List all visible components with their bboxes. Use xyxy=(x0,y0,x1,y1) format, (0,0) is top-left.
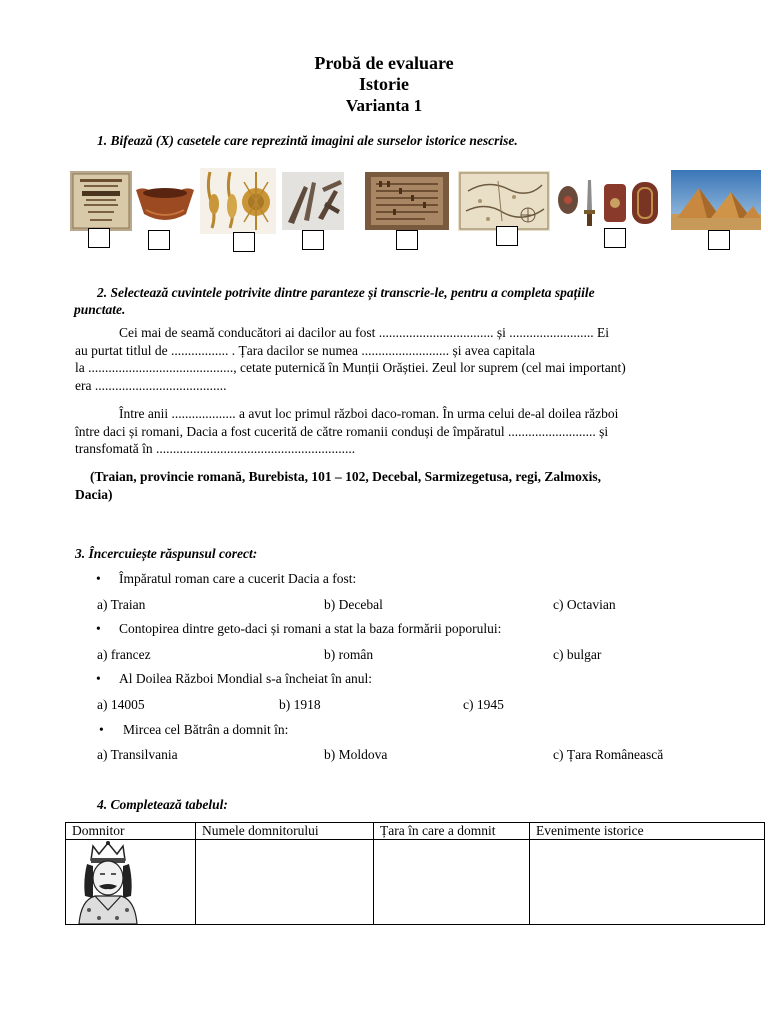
old-map-icon xyxy=(458,171,550,231)
inscription-tablet-icon xyxy=(365,172,449,230)
bullet-icon: • xyxy=(96,671,101,686)
book-icon xyxy=(70,171,132,231)
q3-item-2-option-a[interactable]: a) francez xyxy=(97,647,151,662)
word-bank xyxy=(75,468,715,504)
bullet-icon: • xyxy=(96,571,101,586)
title-block xyxy=(0,53,768,116)
paragraph-1-line-3: la ..........................................., cetate puternică în Munții Orăștiei. Zeul lor suprem (cel mai important) xyxy=(75,360,626,375)
q3-item-3-option-c[interactable]: c) 1945 xyxy=(463,697,504,712)
checkbox-image-1[interactable] xyxy=(88,228,110,248)
ruler-name-cell[interactable] xyxy=(196,840,374,925)
q3-item-2-option-b[interactable]: b) român xyxy=(324,647,374,662)
page-title: Probă de evaluare xyxy=(314,53,454,73)
source-images-row xyxy=(0,168,768,258)
golden-jewelry-icon xyxy=(200,168,276,234)
rulers-table xyxy=(65,822,765,925)
paragraph-1-line-2: au purtat titlul de ................. . Țara dacilor se numea .......................... și avea capitala xyxy=(75,342,535,358)
q3-item-4-option-a[interactable]: a) Transilvania xyxy=(97,747,178,762)
checkbox-image-4[interactable] xyxy=(302,230,324,250)
ruler-events-cell[interactable] xyxy=(530,840,765,925)
q3-item-2-options xyxy=(0,647,768,665)
column-header-nume: Numele domnitorului xyxy=(196,823,374,840)
column-header-domnitor: Domnitor xyxy=(66,823,196,840)
clay-bowl-icon xyxy=(134,180,196,230)
q3-item-4-options xyxy=(0,747,768,765)
q3-item-1-question xyxy=(0,571,768,589)
paragraph-2 xyxy=(75,405,712,458)
paragraph-1-line-1: Cei mai de seamă conducători ai dacilor au fost .................................. și ......................... Ei xyxy=(119,325,610,340)
question-2-heading xyxy=(74,284,697,318)
word-bank-line-2: Dacia) xyxy=(75,487,113,502)
table-header-row xyxy=(66,823,765,840)
checkbox-image-7[interactable] xyxy=(604,228,626,248)
q3-item-3-option-a[interactable]: a) 14005 xyxy=(97,697,145,712)
paragraph-1-line-4: era ....................................... xyxy=(75,377,227,393)
question-3-heading: 3. Încercuiește răspunsul corect: xyxy=(75,546,258,561)
q3-item-1-option-b[interactable]: b) Decebal xyxy=(324,597,383,612)
word-bank-line-1: (Traian, provincie romană, Burebista, 101 – 102, Decebal, Sarmizegetusa, regi, Zalmoxis, xyxy=(90,469,601,484)
checkbox-image-2[interactable] xyxy=(148,230,170,250)
q3-item-1-text: Împăratul roman care a cucerit Dacia a fost: xyxy=(119,571,357,586)
column-header-evenimente: Evenimente istorice xyxy=(530,823,765,840)
checkbox-image-8[interactable] xyxy=(708,230,730,250)
king-portrait-icon xyxy=(69,840,147,924)
q3-item-3-option-b[interactable]: b) 1918 xyxy=(279,697,321,712)
tools-icon xyxy=(282,172,344,230)
column-header-tara: Țara în care a domnit xyxy=(374,823,530,840)
q3-item-1-options xyxy=(0,597,768,615)
q3-item-2-text: Contopirea dintre geto-daci și romani a stat la baza formării poporului: xyxy=(119,621,502,636)
q3-item-4-text: Mircea cel Bătrân a domnit în: xyxy=(123,722,289,737)
pyramids-icon xyxy=(671,170,761,230)
bullet-icon: • xyxy=(99,722,104,737)
q3-item-3-question xyxy=(0,671,768,689)
checkbox-image-5[interactable] xyxy=(396,230,418,250)
q3-item-2-question xyxy=(0,621,768,639)
question-4-heading: 4. Completează tabelul: xyxy=(97,797,228,812)
paragraph-1 xyxy=(75,324,712,394)
question-2-heading-line1: 2. Selectează cuvintele potrivite dintre paranteze și transcrie-le, pentru a completa spațiile xyxy=(97,285,595,300)
checkbox-image-3[interactable] xyxy=(233,232,255,252)
q3-item-4-option-b[interactable]: b) Moldova xyxy=(324,747,388,762)
checkbox-image-6[interactable] xyxy=(496,226,518,246)
q3-item-4-option-c[interactable]: c) Țara Românească xyxy=(553,747,664,762)
q3-item-4-question xyxy=(0,722,768,740)
question-1-heading: 1. Bifează (X) casetele care reprezintă imagini ale surselor istorice nescrise. xyxy=(97,133,518,148)
q3-item-1-option-a[interactable]: a) Traian xyxy=(97,597,146,612)
table-row xyxy=(66,840,765,925)
paragraph-2-line-3: transfomată în ........................................................... xyxy=(75,441,356,456)
ruler-portrait-cell xyxy=(66,840,196,925)
subject-title: Istorie xyxy=(359,74,409,94)
paragraph-2-line-1: Între anii ................... a avut loc primul război daco-roman. În urma celui de-al doilea război xyxy=(119,406,619,421)
weapons-shields-icon xyxy=(556,176,662,230)
question-2-heading-line2: punctate. xyxy=(74,302,126,317)
variant-title: Varianta 1 xyxy=(345,96,423,115)
q3-item-2-option-c[interactable]: c) bulgar xyxy=(553,647,602,662)
q3-item-3-text: Al Doilea Război Mondial s-a încheiat în anul: xyxy=(119,671,373,686)
q3-item-1-option-c[interactable]: c) Octavian xyxy=(553,597,616,612)
q3-item-3-options xyxy=(0,697,768,715)
ruler-country-cell[interactable] xyxy=(374,840,530,925)
paragraph-2-line-2: între daci și romani, Dacia a fost cucerită de către romanii conduși de împăratul .......................... și xyxy=(75,423,609,439)
bullet-icon: • xyxy=(96,621,101,636)
